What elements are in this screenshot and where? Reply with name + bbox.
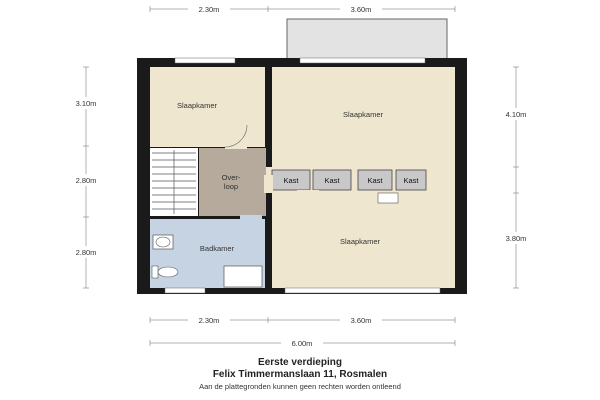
dim-bottom-right: 3.60m xyxy=(350,316,372,325)
label-slaapkamer-bottom: Slaapkamer xyxy=(339,237,381,246)
dim-left-middle: 2.80m xyxy=(75,176,97,185)
dim-left-upper: 3.10m xyxy=(75,99,97,108)
caption xyxy=(0,357,600,393)
label-kast-4: Kast xyxy=(403,176,419,185)
label-kast-1: Kast xyxy=(283,176,299,185)
disclaimer: Aan de plattegronden kunnen geen rechten worden ontleend xyxy=(199,382,401,391)
sink xyxy=(153,235,173,249)
label-kast-3: Kast xyxy=(367,176,383,185)
floor-title: Eerste verdieping xyxy=(258,357,342,368)
dim-right-upper: 4.10m xyxy=(505,110,527,119)
shower xyxy=(224,266,262,287)
dim-bottom-left: 2.30m xyxy=(198,316,220,325)
balcony xyxy=(287,19,447,59)
address-title: Felix Timmermanslaan 11, Rosmalen xyxy=(212,369,388,380)
label-overloop-line1: Over- xyxy=(221,173,241,182)
dim-top-left: 2.30m xyxy=(198,5,220,14)
dim-bottom-total: 6.00m xyxy=(291,339,313,348)
washbasin-hallway xyxy=(378,193,398,203)
label-overloop-line2: loop xyxy=(223,182,239,191)
label-badkamer: Badkamer xyxy=(199,244,235,253)
label-slaapkamer-top-left: Slaapkamer xyxy=(176,101,218,110)
toilet xyxy=(152,266,178,278)
dim-top-right: 3.60m xyxy=(350,5,372,14)
dim-left-lower: 2.80m xyxy=(75,248,97,257)
dim-right-lower: 3.80m xyxy=(505,234,527,243)
label-kast-2: Kast xyxy=(324,176,340,185)
label-slaapkamer-top-right: Slaapkamer xyxy=(342,110,384,119)
